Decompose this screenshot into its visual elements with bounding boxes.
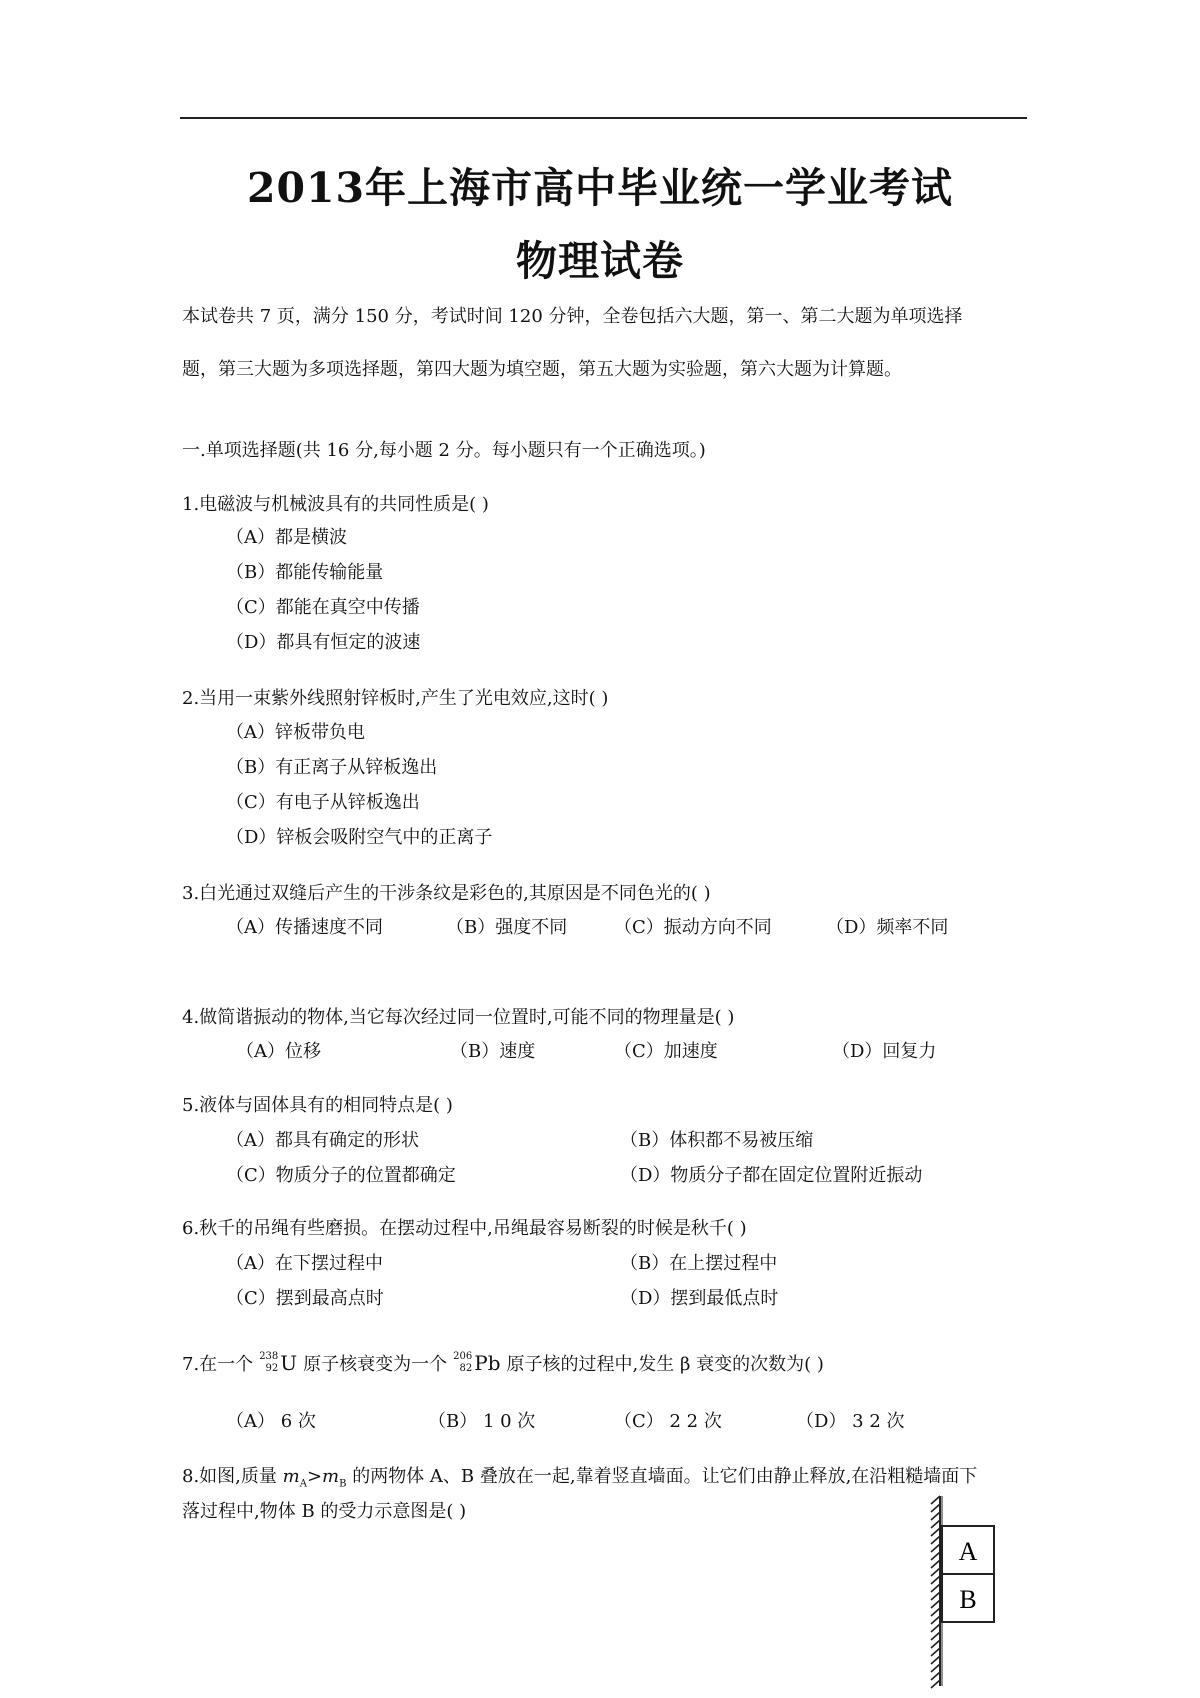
q4-option-c: （C）加速度 xyxy=(614,1041,718,1062)
hatch-stroke xyxy=(931,1608,940,1616)
uranium-symbol: U xyxy=(280,1351,298,1375)
q4-option-d: （D）回复力 xyxy=(832,1041,937,1062)
q6-option-d: （D）摆到最低点时 xyxy=(620,1288,779,1309)
hatch-stroke xyxy=(931,1560,940,1568)
q2-option-d: （D）锌板会吸附空气中的正离子 xyxy=(226,827,493,848)
hatch-stroke xyxy=(931,1648,940,1656)
hatch-stroke xyxy=(931,1680,940,1688)
q7-option-b: （B） 1 0 次 xyxy=(428,1411,536,1432)
uranium-atomic-number: 92 xyxy=(265,1363,279,1374)
hatch-stroke xyxy=(931,1520,940,1528)
hatch-stroke xyxy=(931,1544,940,1552)
q2-option-b: （B）有正离子从锌板逸出 xyxy=(226,757,438,778)
q2-option-a: （A）锌板带负电 xyxy=(226,722,365,743)
q3-option-b: （B）强度不同 xyxy=(446,917,568,938)
question-8-stem-line-1 xyxy=(182,1462,977,1490)
q6-option-c: （C）摆到最高点时 xyxy=(226,1288,384,1309)
question-3-stem: 3.白光通过双缝后产生的干涉条纹是彩色的,其原因是不同色光的( ) xyxy=(182,883,711,904)
hatch-stroke xyxy=(931,1656,940,1664)
uranium-nuclide xyxy=(259,1351,297,1375)
q5-option-d: （D）物质分子都在固定位置附近振动 xyxy=(620,1165,923,1186)
hatch-stroke xyxy=(931,1528,940,1536)
intro-line-1: 本试卷共 7 页，满分 150 分，考试时间 120 分钟，全卷包括六大题，第一、第二大题为单项选择 xyxy=(182,306,963,327)
question-6-stem: 6.秋千的吊绳有些磨损。在摆动过程中,吊绳最容易断裂的时候是秋千( ) xyxy=(182,1218,747,1239)
hatch-stroke xyxy=(931,1664,940,1672)
question-5-stem: 5.液体与固体具有的相同特点是( ) xyxy=(182,1095,453,1116)
greater-than: > xyxy=(306,1466,323,1487)
q4-option-b: （B）速度 xyxy=(450,1041,536,1062)
hatch-stroke xyxy=(931,1632,940,1640)
question-2-stem: 2.当用一束紫外线照射锌板时,产生了光电效应,这时( ) xyxy=(182,688,609,709)
lead-atomic-number: 82 xyxy=(459,1363,473,1374)
q7-option-d: （D） 3 2 次 xyxy=(796,1411,905,1432)
q4-option-a: （A）位移 xyxy=(236,1041,321,1062)
q3-option-a: （A）传播速度不同 xyxy=(226,917,383,938)
hatch-stroke xyxy=(931,1568,940,1576)
mass-symbol-b: m xyxy=(322,1466,340,1487)
lead-mass-number: 206 xyxy=(453,1351,473,1362)
question-4-stem: 4.做简谐振动的物体,当它每次经过同一位置时,可能不同的物理量是( ) xyxy=(182,1007,735,1028)
hatch-stroke xyxy=(931,1672,940,1680)
q1-option-c: （C）都能在真空中传播 xyxy=(226,597,420,618)
q1-option-a: （A）都是横波 xyxy=(226,527,347,548)
question-7-stem xyxy=(182,1350,824,1376)
question-8-stem-line-2: 落过程中,物体 B 的受力示意图是( ) xyxy=(182,1501,467,1522)
hatch-stroke xyxy=(931,1616,940,1624)
q6-option-a: （A）在下摆过程中 xyxy=(226,1253,383,1274)
hatch-stroke xyxy=(931,1624,940,1632)
hatch-stroke xyxy=(931,1536,940,1544)
q8-stem-part-a: 8.如图,质量 xyxy=(182,1466,283,1487)
block-b-label: B xyxy=(959,1585,977,1614)
mass-subscript-a: A xyxy=(299,1478,307,1490)
section-heading: 一.单项选择题(共 16 分,每小题 2 分。每小题只有一个正确选项。) xyxy=(182,440,706,461)
q5-option-b: （B）体积都不易被压缩 xyxy=(620,1130,814,1151)
lead-symbol: Pb xyxy=(474,1351,501,1375)
q7-stem-part-a: 7.在一个 xyxy=(182,1354,254,1375)
top-rule xyxy=(180,117,1027,119)
hatch-stroke xyxy=(931,1600,940,1608)
q5-option-a: （A）都具有确定的形状 xyxy=(226,1130,419,1151)
hatch-stroke xyxy=(931,1512,940,1520)
page-subtitle: 物理试卷 xyxy=(516,237,684,285)
mass-subscript-b: B xyxy=(339,1478,347,1490)
hatch-stroke xyxy=(931,1504,940,1512)
hatch-stroke xyxy=(931,1552,940,1560)
q1-option-d: （D）都具有恒定的波速 xyxy=(226,632,421,653)
hatch-stroke xyxy=(931,1584,940,1592)
page-title: 2013年上海市高中毕业统一学业考试 xyxy=(246,164,954,212)
q3-option-d: （D）频率不同 xyxy=(826,917,949,938)
intro-line-2: 题，第三大题为多项选择题，第四大题为填空题，第五大题为实验题，第六大题为计算题。 xyxy=(182,359,902,380)
lead-nuclide xyxy=(453,1351,500,1375)
q5-option-c: （C）物质分子的位置都确定 xyxy=(226,1165,456,1186)
hatch-stroke xyxy=(931,1496,940,1504)
q2-option-c: （C）有电子从锌板逸出 xyxy=(226,792,420,813)
q1-option-b: （B）都能传输能量 xyxy=(226,562,384,583)
q7-stem-part-c: 原子核的过程中,发生 β 衰变的次数为( ) xyxy=(506,1354,824,1375)
question-1-stem: 1.电磁波与机械波具有的共同性质是( ) xyxy=(182,494,489,515)
hatch-stroke xyxy=(931,1592,940,1600)
hatch-stroke xyxy=(931,1576,940,1584)
q6-option-b: （B）在上摆过程中 xyxy=(620,1253,778,1274)
q8-stem-part-b: 的两物体 A、B 叠放在一起,靠着竖直墙面。让它们由静止释放,在沿粗糙墙面下 xyxy=(346,1466,978,1487)
q7-option-c: （C） 2 2 次 xyxy=(614,1411,722,1432)
wall-blocks-figure xyxy=(928,1490,1028,1690)
block-a-label: A xyxy=(958,1537,978,1566)
q7-option-a: （A） 6 次 xyxy=(226,1411,316,1432)
hatch-stroke xyxy=(931,1640,940,1648)
mass-symbol-a: m xyxy=(282,1466,300,1487)
q3-option-c: （C）振动方向不同 xyxy=(614,917,772,938)
q7-stem-part-b: 原子核衰变为一个 xyxy=(303,1354,448,1375)
uranium-mass-number: 238 xyxy=(259,1351,279,1362)
